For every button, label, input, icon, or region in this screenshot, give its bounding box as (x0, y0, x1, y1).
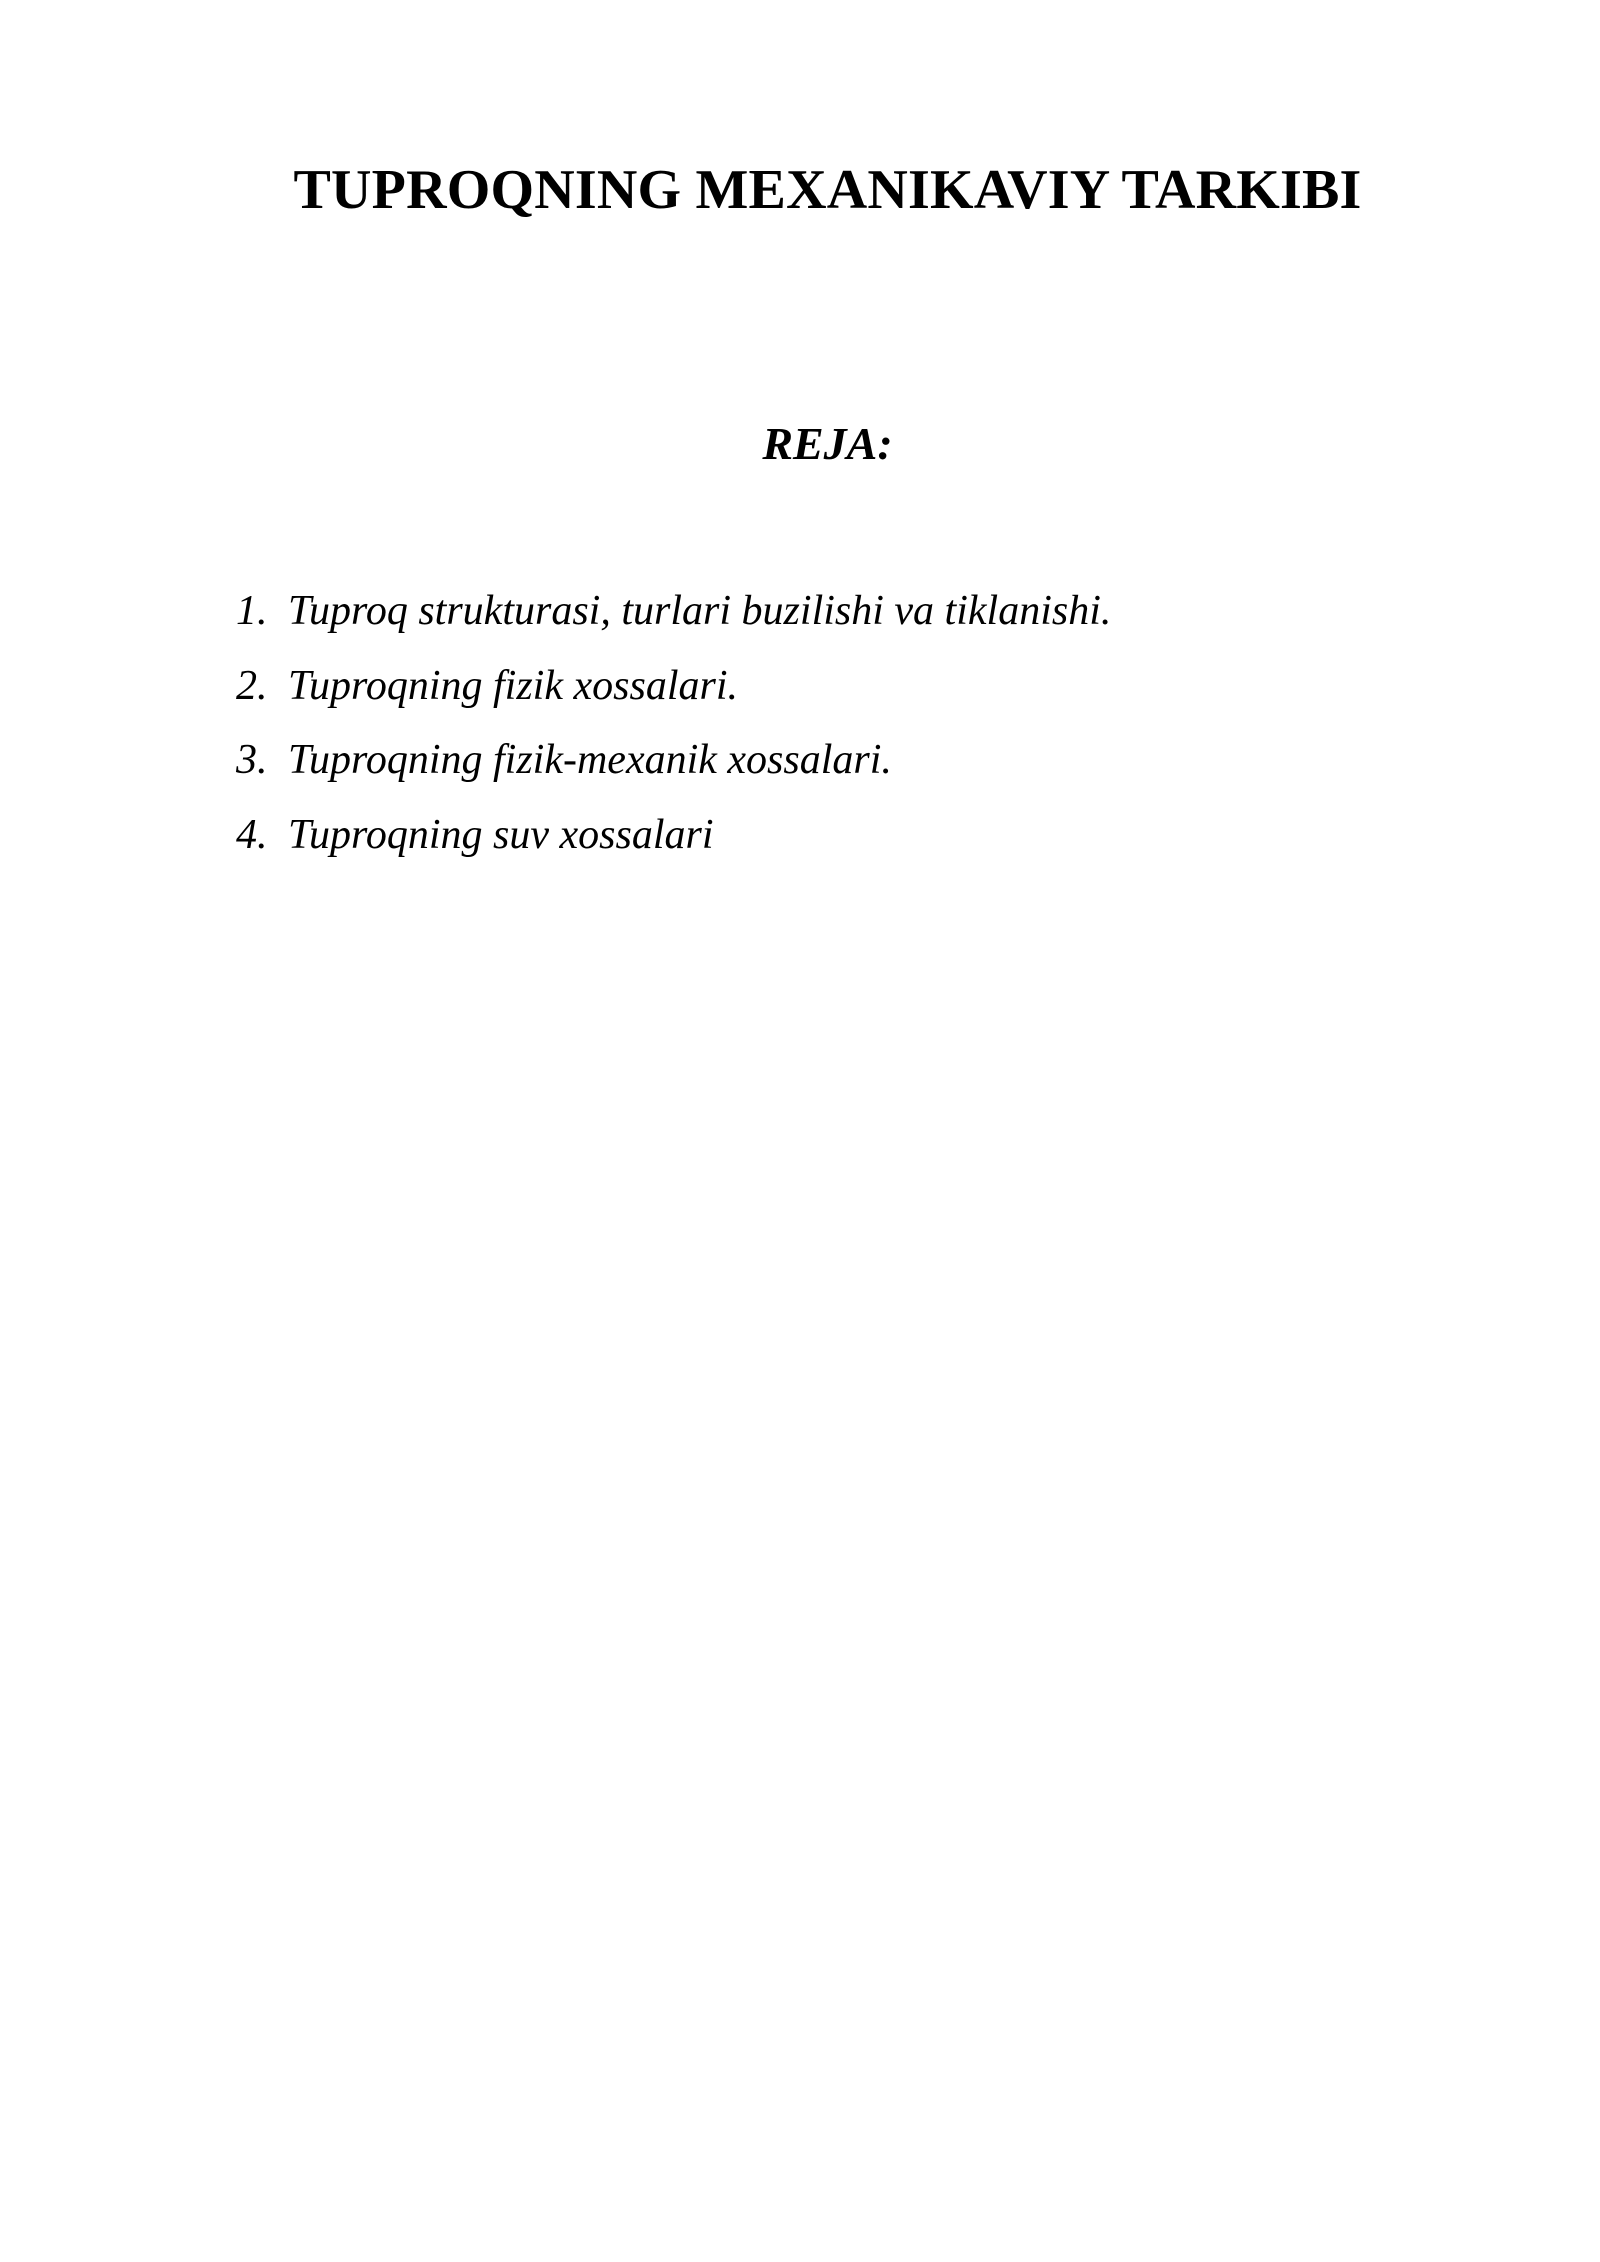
plan-item-number: 3. (236, 737, 268, 783)
plan-heading: REJA: (762, 418, 893, 469)
plan-item-number: 4. (236, 811, 268, 858)
plan-item-text: Tuproqning suv xossalari (288, 811, 714, 858)
page-title: TUPROQNING MEXANIKAVIY TARKIBI (293, 159, 1362, 221)
plan-item-number: 1. (236, 588, 268, 634)
plan-list (236, 574, 1111, 872)
plan-item-number: 2. (236, 662, 268, 709)
plan-item (236, 574, 1111, 649)
plan-item-text: Tuproq strukturasi, turlari buzilishi va tiklanishi. (288, 588, 1112, 634)
plan-item (236, 798, 1111, 873)
plan-item-text: Tuproqning fizik-mexanik xossalari. (288, 737, 892, 783)
plan-item (236, 649, 1111, 724)
plan-item-text: Tuproqning fizik xossalari. (288, 662, 739, 709)
plan-item (236, 723, 1111, 798)
